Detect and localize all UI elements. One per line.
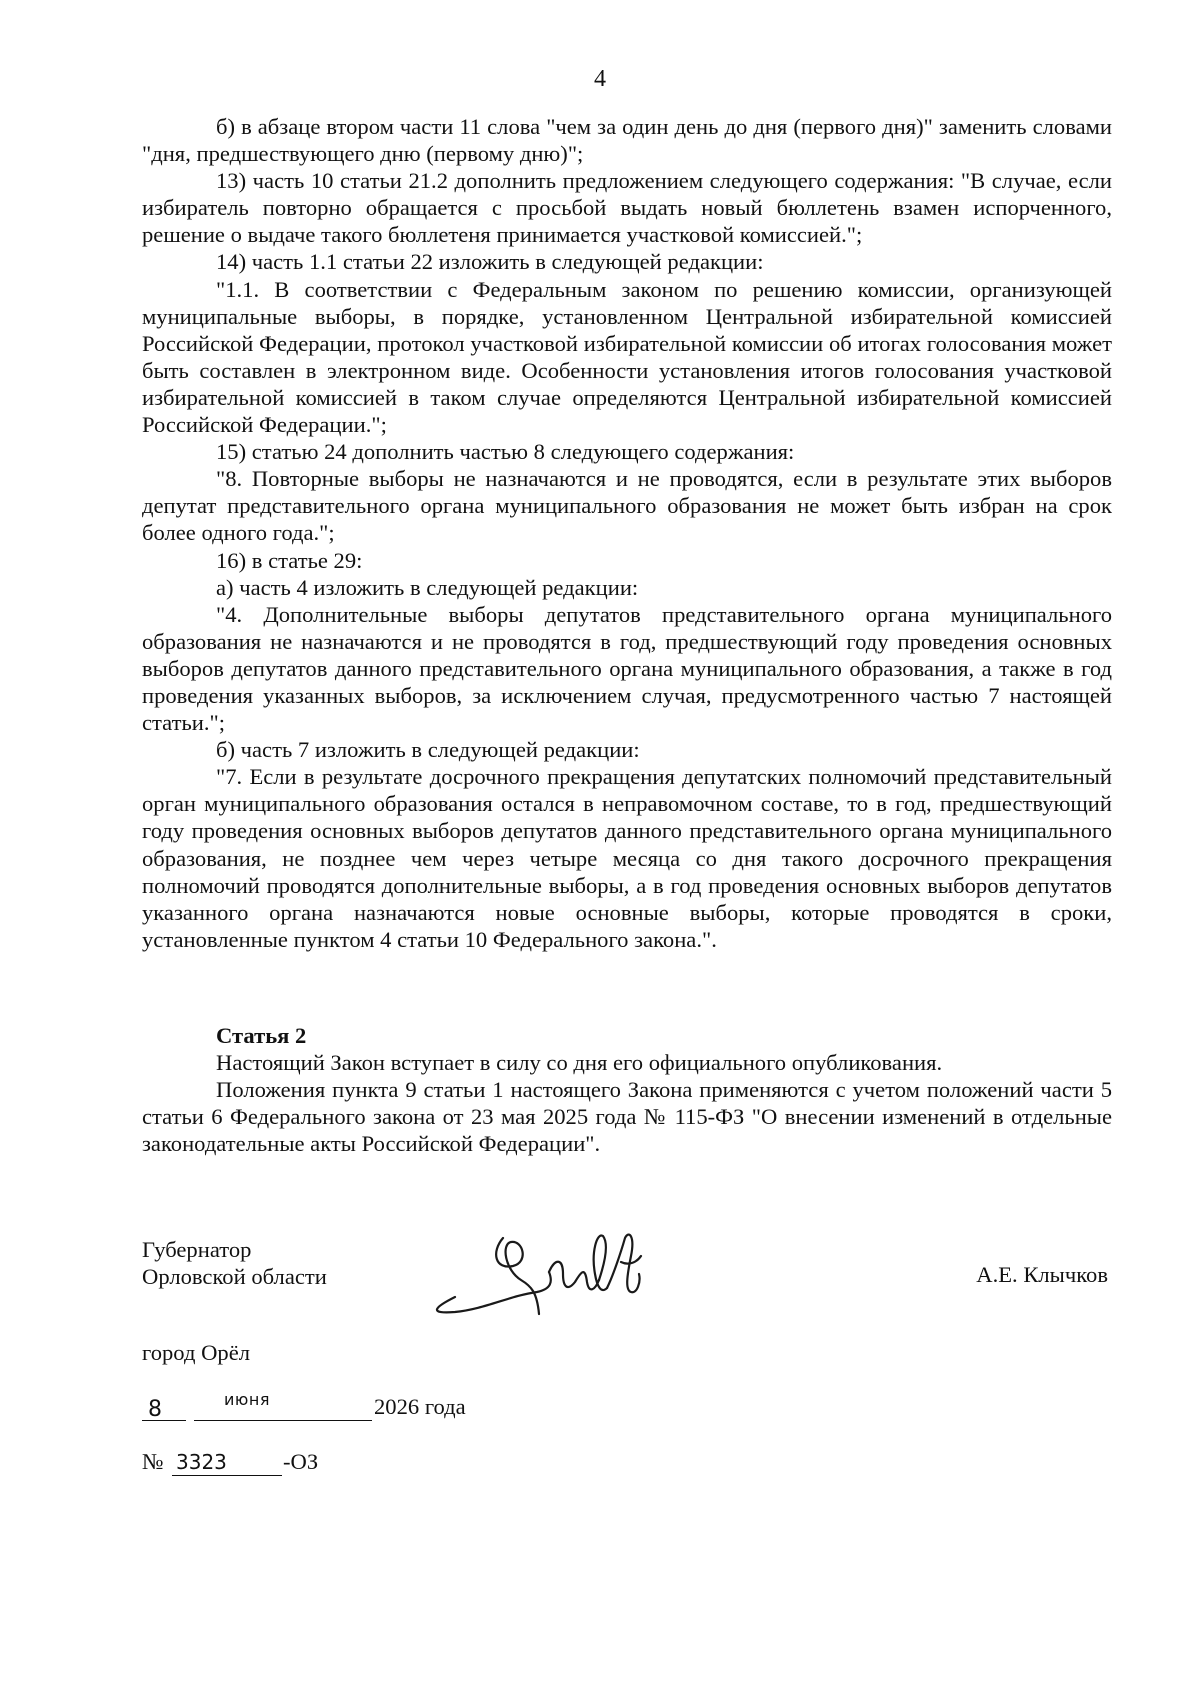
paragraph: 15) статью 24 дополнить частью 8 следующего содержания: xyxy=(216,439,795,465)
paragraph: 13) часть 10 статьи 21.2 дополнить предложением следующего содержания: "В случае, если избиратель повторно обращается с просьбой выдать новый бюллетень взамен испорченного, решение о выдаче такого бюллетеня принимается участковой комиссией."; xyxy=(142,168,1112,248)
law-number-suffix: -ОЗ xyxy=(283,1449,319,1474)
article-2 xyxy=(142,1022,1112,1157)
handwritten-signature xyxy=(425,1222,665,1332)
paragraph: 16) в статье 29: xyxy=(216,547,363,573)
date-day-underline xyxy=(142,1420,186,1421)
date-day: 8 xyxy=(148,1397,162,1422)
law-number-line xyxy=(142,1449,382,1479)
law-number-underline xyxy=(172,1475,282,1476)
law-number: 3323 xyxy=(176,1450,227,1474)
paragraph: "7. Если в результате досрочного прекращения депутатских полномочий представительный орган муниципального образования остался в неправомочном составе, то в год, предшествующий году проведения основных выборов депутатов данного представительного органа муниципального образования, не позднее чем через четыре месяца со дня такого досрочного прекращения полномочий проводятся дополнительные выборы, а в год проведения основных выборов депутатов указанного органа назначаются новые основные выборы, которые проводятся в сроки, установленные пунктом 4 статьи 10 Федерального закона.". xyxy=(142,764,1112,952)
paragraph: 14) часть 1.1 статьи 22 изложить в следующей редакции: xyxy=(216,249,764,275)
paragraph: "4. Дополнительные выборы депутатов представительного органа муниципального образования не назначаются и не проводятся в год, предшествующий году проведения основных выборов депутатов данного представительного органа муниципального образования, а также в год проведения указанных выборов, за исключением случая, предусмотренного частью 7 настоящей статьи."; xyxy=(142,601,1112,736)
article-heading: Статья 2 xyxy=(216,1023,307,1048)
signer-name: А.Е. Клычков xyxy=(976,1262,1108,1287)
date-month-underline xyxy=(194,1420,372,1421)
place-of-signing: город Орёл xyxy=(142,1340,251,1365)
paragraph: Настоящий Закон вступает в силу со дня его официального опубликования. xyxy=(216,1050,943,1076)
date-line xyxy=(142,1390,502,1424)
paragraph: б) часть 7 изложить в следующей редакции: xyxy=(216,737,640,763)
signatory-title xyxy=(142,1236,327,1290)
paragraph: "8. Повторные выборы не назначаются и не проводятся, если в результате этих выборов депутат представительного органа муниципального образования не может быть избран на срок более одного года."; xyxy=(142,466,1112,546)
date-year: 2026 года xyxy=(374,1394,466,1419)
signatory-title-line: Орловской области xyxy=(142,1264,327,1289)
date-month: июня xyxy=(224,1390,270,1409)
paragraph: а) часть 4 изложить в следующей редакции: xyxy=(216,574,639,600)
number-sign: № xyxy=(142,1449,164,1474)
paragraph: б) в абзаце втором части 11 слова "чем за один день до дня (первого дня)" заменить словами "дня, предшествующего дню (первому дню)"; xyxy=(142,114,1112,167)
signatory-title-line: Губернатор xyxy=(142,1237,252,1262)
amendments-text xyxy=(142,113,1112,953)
page-number: 4 xyxy=(594,66,606,92)
paragraph: "1.1. В соответствии с Федеральным законом по решению комиссии, организующей муниципальные выборы, в порядке, установленном Центральной избирательной комиссией Российской Федерации, протокол участковой избирательной комиссии об итогах голосования может быть составлен в электронном виде. Особенности установления итогов голосования участковой избирательной комиссией в таком случае определяются Центральной избирательной комиссией Российской Федерации."; xyxy=(142,276,1112,438)
paragraph: Положения пункта 9 статьи 1 настоящего Закона применяются с учетом положений части 5 статьи 6 Федерального закона от 23 мая 2025 года № 115-ФЗ "О внесении изменений в отдельные законодательные акты Российской Федерации". xyxy=(142,1077,1112,1157)
